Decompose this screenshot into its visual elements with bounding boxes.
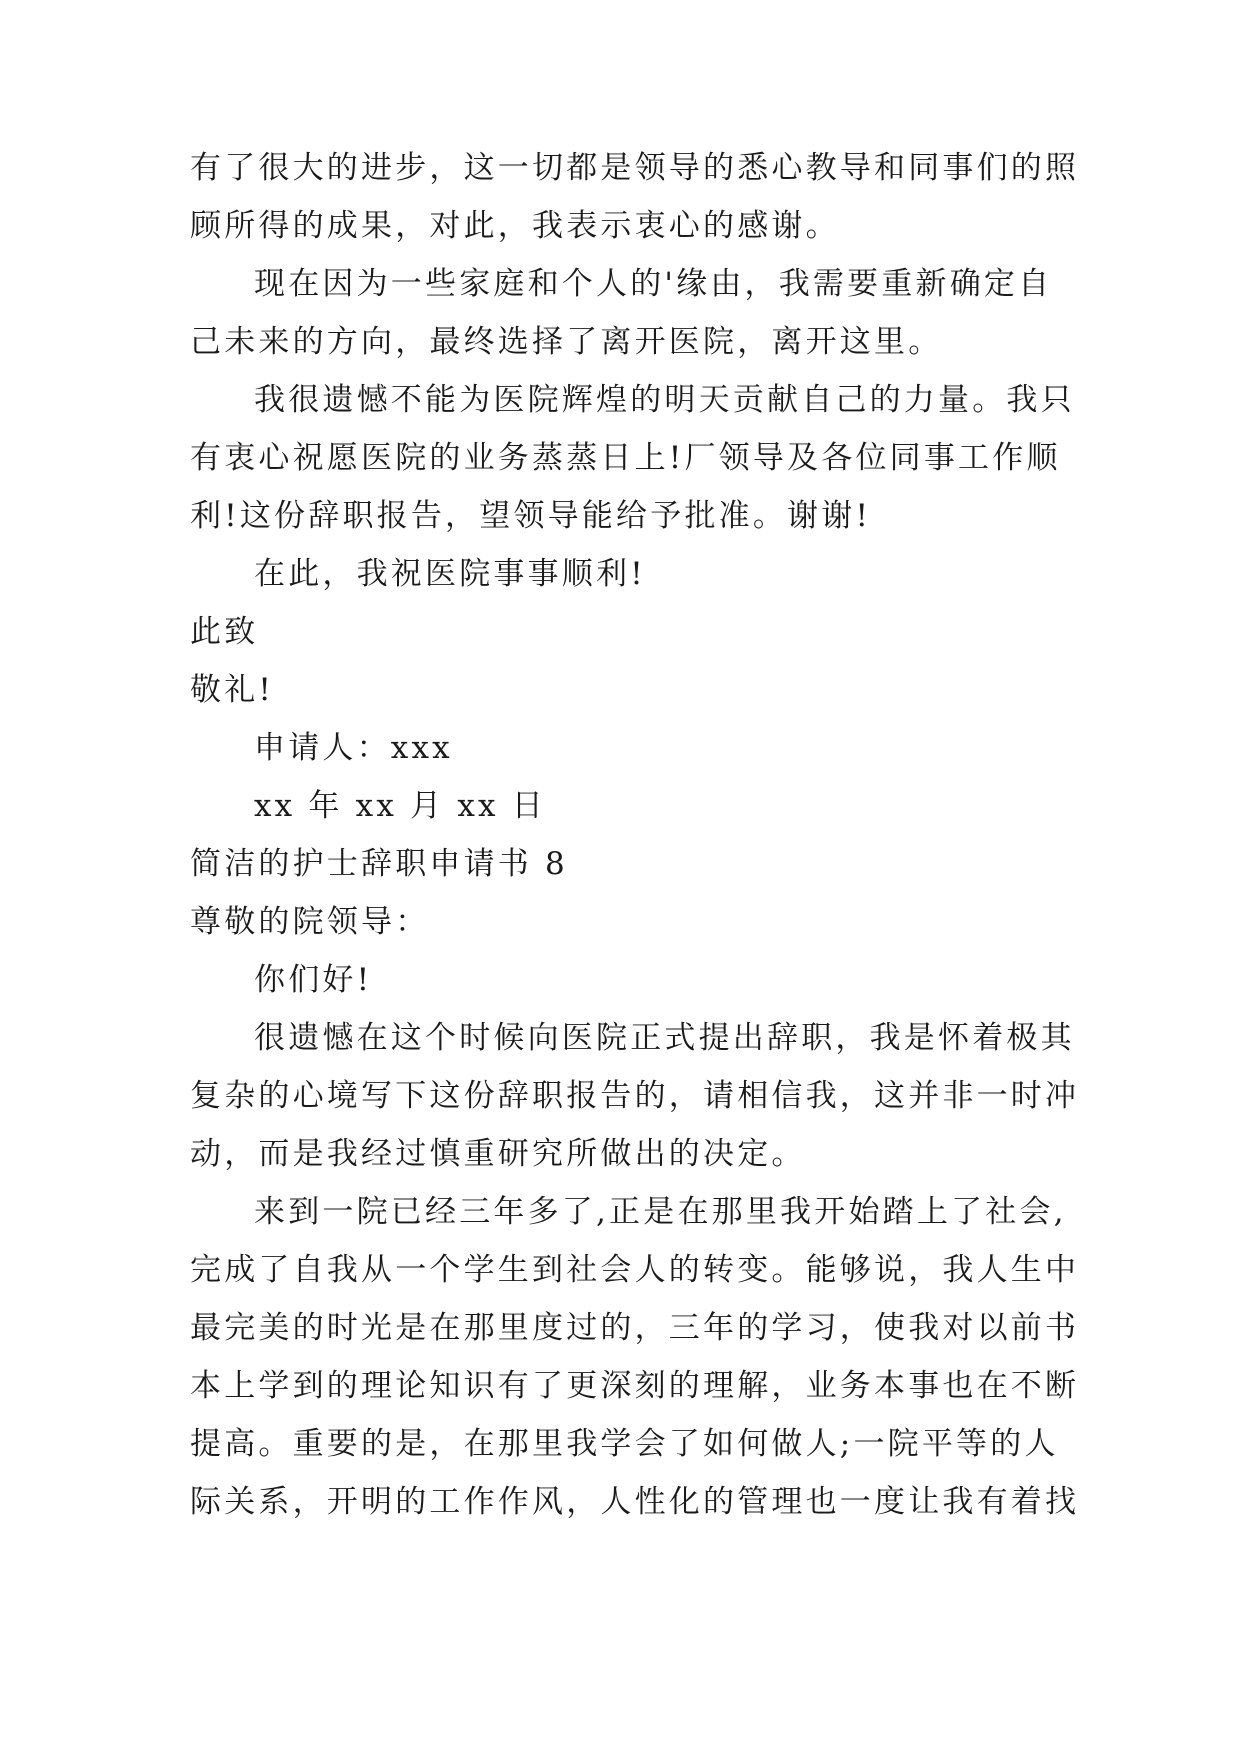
- paragraph-line: 在此，我祝医院事事顺利!: [254, 556, 646, 592]
- paragraph-line: 最完美的时光是在那里度过的，三年的学习，使我对以前书: [190, 1310, 1080, 1346]
- paragraph-line: 现在因为一些家庭和个人的'缘由，我需要重新确定自: [254, 266, 1053, 302]
- paragraph-line: 复杂的心境写下这份辞职报告的，请相信我，这并非一时冲: [190, 1078, 1080, 1114]
- paragraph-line: 动，而是我经过慎重研究所做出的决定。: [190, 1136, 806, 1172]
- applicant-signature: 申请人：xxx: [254, 730, 453, 766]
- paragraph-line: 有了很大的进步，这一切都是领导的悉心教导和同事们的照: [190, 150, 1080, 186]
- greeting-line: 你们好!: [254, 962, 373, 998]
- paragraph-line: 提高。重要的是，在那里我学会了如何做人;一院平等的人: [190, 1426, 1059, 1462]
- paragraph-line: 际关系，开明的工作作风，人性化的管理也一度让我有着找: [190, 1484, 1080, 1520]
- paragraph-line: 顾所得的成果，对此，我表示衷心的感谢。: [190, 208, 840, 244]
- paragraph-line: 很遗憾在这个时候向医院正式提出辞职，我是怀着极其: [254, 1020, 1075, 1056]
- paragraph-line: 完成了自我从一个学生到社会人的转变。能够说，我人生中: [190, 1252, 1080, 1288]
- paragraph-line: 本上学到的理论知识有了更深刻的理解，业务本事也在不断: [190, 1368, 1080, 1404]
- date-line: xx 年 xx 月 xx 日: [254, 788, 546, 824]
- paragraph-line: 来到一院已经三年多了,正是在那里我开始踏上了社会,: [254, 1194, 1067, 1230]
- greeting-line: 尊敬的院领导：: [190, 904, 430, 940]
- paragraph-line: 我很遗憾不能为医院辉煌的明天贡献自己的力量。我只: [254, 382, 1075, 418]
- paragraph-line: 己未来的方向，最终选择了离开医院，离开这里。: [190, 324, 943, 360]
- section-title: 简洁的护士辞职申请书 8: [190, 846, 568, 882]
- closing-salutation: 敬礼!: [190, 672, 275, 708]
- closing-salutation: 此致: [190, 614, 259, 650]
- paragraph-line: 有衷心祝愿医院的业务蒸蒸日上!厂领导及各位同事工作顺: [190, 440, 1061, 476]
- paragraph-line: 利!这份辞职报告，望领导能给予批准。谢谢!: [190, 498, 872, 534]
